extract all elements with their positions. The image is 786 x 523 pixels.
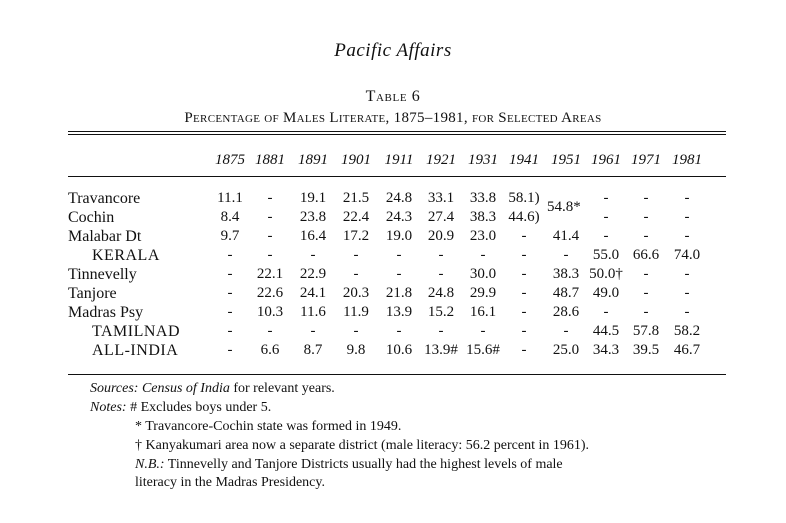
table-cell: - [521,323,527,339]
table-cell: 22.4 [342,209,370,225]
table-cell: 24.3 [385,209,413,225]
table-cell: 11.1 [217,190,243,206]
table-cell: 48.7 [552,285,580,301]
table-cell: 55.0 [592,247,620,263]
table-cell: - [684,228,690,244]
table-cell: 21.8 [385,285,413,301]
table-cell: 29.9 [469,285,497,301]
year-header-5: 1921 [426,152,456,168]
table-cell: - [521,266,527,282]
table-cell: - [396,247,402,263]
table-cell: 11.9 [343,304,369,320]
table-cell: 17.2 [342,228,370,244]
year-header-4: 1911 [384,152,414,168]
table-cell: 8.7 [303,342,323,358]
table-cell: 33.8 [469,190,497,206]
table-cell: - [267,209,273,225]
table-cell: 57.8 [632,323,660,339]
year-header-10: 1971 [631,152,661,168]
table-cell: 34.3 [592,342,620,358]
table-cell: - [267,228,273,244]
table-cell: - [643,304,649,320]
note-dagger: † Kanyakumari area now a separate district (male literacy: 56.2 percent in 1961). [135,438,590,453]
table-cell: - [684,209,690,225]
header-rule [68,176,726,177]
table-cell: - [684,285,690,301]
notes-line [90,400,271,416]
bottom-rule [68,374,726,375]
table-cell: - [353,323,359,339]
row-label: Madras Psy [68,304,144,321]
table-cell: 19.0 [385,228,413,244]
table-cell: 23.8 [299,209,327,225]
row-label: Tinnevelly [68,266,137,283]
table-cell: - [563,323,569,339]
table-cell: 15.2 [427,304,455,320]
table-cell: - [396,266,402,282]
table-cell: 58.1) [508,190,540,206]
year-header-1: 1881 [255,152,285,168]
table-cell: - [643,209,649,225]
table-cell: 46.7 [673,342,701,358]
table-cell: - [521,285,527,301]
table-cell: 21.5 [342,190,370,206]
top-rule [68,131,726,132]
table-cell: 25.0 [552,342,580,358]
sources-source: Census of India [141,381,230,396]
table-cell: - [438,266,444,282]
table-cell: 8.4 [220,209,240,225]
row-label: Tanjore [68,285,117,302]
table-cell: 39.5 [632,342,660,358]
table-cell: - [643,228,649,244]
table-cell: 24.8 [427,285,455,301]
table-cell: - [684,190,690,206]
table-cell: 66.6 [632,247,660,263]
table-cell: - [480,247,486,263]
table-cell: 20.9 [427,228,455,244]
table-cell: - [227,266,233,282]
table-cell: 10.3 [256,304,284,320]
table-label: Table 6 [365,88,421,105]
table-cell: - [396,323,402,339]
row-label: TAMILNAD [92,323,181,340]
merged-cell-1951: 54.8* [547,199,581,215]
table-cell: 11.6 [300,304,326,320]
nb-note-line2: literacy in the Madras Presidency. [135,475,325,490]
note-hash: # Excludes boys under 5. [130,400,272,415]
table-cell: 30.0 [469,266,497,282]
table-cell: 22.1 [256,266,284,282]
table-cell: 24.1 [299,285,327,301]
table-cell: 10.6 [385,342,413,358]
year-header-7: 1941 [509,152,539,168]
note-asterisk: * Travancore-Cochin state was formed in 1949. [135,419,402,434]
table-cell: 19.1 [299,190,327,206]
row-label: Cochin [68,209,115,226]
table-cell: - [353,266,359,282]
row-label: Travancore [68,190,141,207]
table-cell: 16.1 [469,304,497,320]
table-cell: 22.6 [256,285,284,301]
year-header-9: 1961 [591,152,621,168]
sources-note [90,381,335,397]
table-cell: 13.9# [424,342,458,358]
sources-rest: for relevant years. [229,381,335,396]
table-cell: - [227,342,233,358]
table-cell: - [603,304,609,320]
year-header-3: 1901 [341,152,371,168]
year-header-8: 1951 [551,152,581,168]
top-rule-double [68,134,726,135]
table-cell: 6.6 [260,342,280,358]
table-cell: 38.3 [552,266,580,282]
table-cell: - [353,247,359,263]
year-header-2: 1891 [298,152,328,168]
table-cell: - [603,209,609,225]
table-cell: 15.6# [466,342,500,358]
table-cell: - [438,247,444,263]
table-cell: 22.9 [299,266,327,282]
table-cell: - [521,342,527,358]
table-cell: 27.4 [427,209,455,225]
table-cell: 23.0 [469,228,497,244]
table-cell: - [227,304,233,320]
table-cell: 58.2 [673,323,701,339]
row-label: ALL-INDIA [92,342,179,359]
table-cell: 13.9 [385,304,413,320]
table-cell: 74.0 [673,247,701,263]
nb-note [135,457,563,473]
table-cell: - [227,323,233,339]
table-cell: 33.1 [427,190,455,206]
journal-title: Pacific Affairs [334,40,452,61]
table-cell: - [267,247,273,263]
row-label: KERALA [92,247,160,264]
table-cell: - [480,323,486,339]
table-cell: 49.0 [592,285,620,301]
table-cell: - [438,323,444,339]
table-cell: 24.8 [385,190,413,206]
table-cell: 41.4 [552,228,580,244]
table-cell: - [267,323,273,339]
table-cell: - [310,323,316,339]
table-cell: 16.4 [299,228,327,244]
table-cell: 9.8 [346,342,366,358]
table-cell: 50.0† [589,266,623,282]
table-cell: 20.3 [342,285,370,301]
table-cell: - [227,247,233,263]
table-cell: 38.3 [469,209,497,225]
year-header-6: 1931 [468,152,498,168]
table-cell: - [603,228,609,244]
table-cell: - [521,228,527,244]
table-cell: - [643,285,649,301]
sources-label: Sources: [90,381,139,396]
table-cell: - [310,247,316,263]
table-cell: - [563,247,569,263]
notes-label: Notes: [90,400,127,415]
table-cell: 9.7 [220,228,240,244]
table-cell: - [643,266,649,282]
table-cell: 44.5 [592,323,620,339]
table-cell: 28.6 [552,304,580,320]
year-header-0: 1875 [215,152,245,168]
table-cell: - [643,190,649,206]
year-header-11: 1981 [672,152,702,168]
table-cell: - [521,304,527,320]
table-cell: 44.6) [508,209,540,225]
table-cell: - [603,190,609,206]
table-cell: - [521,247,527,263]
nb-label: N.B.: [135,457,165,472]
table-cell: - [227,285,233,301]
nb-line1: Tinnevelly and Tanjore Districts usually had the highest levels of male [164,457,563,472]
table-cell: - [684,266,690,282]
table-cell: - [684,304,690,320]
row-label: Malabar Dt [68,228,142,245]
table-cell: - [267,190,273,206]
table-title: Percentage of Males Literate, 1875–1981, for Selected Areas [184,110,602,126]
